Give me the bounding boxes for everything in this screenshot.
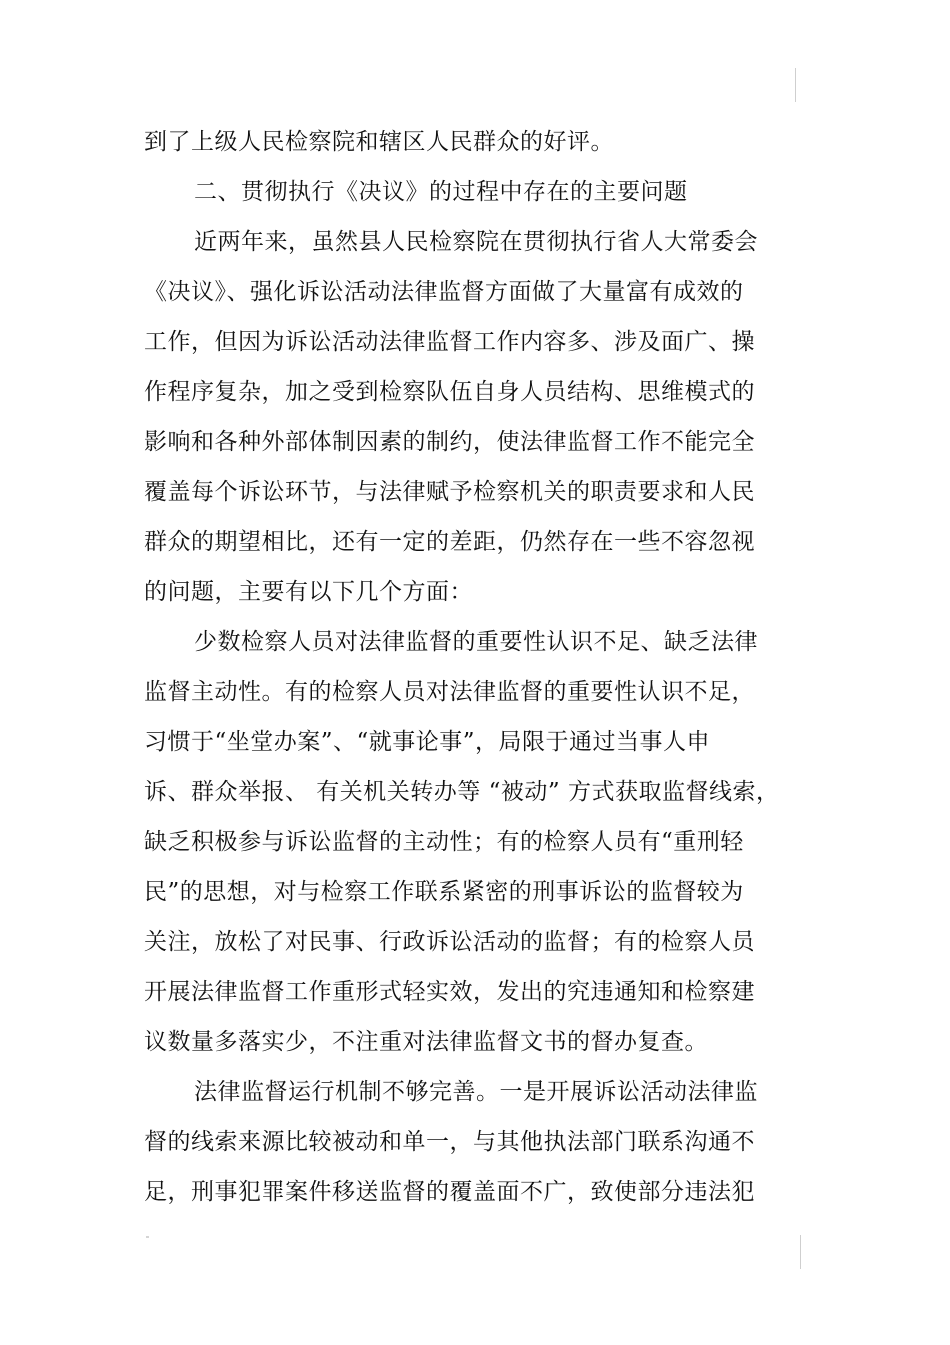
paragraph-line-1: 到了上级人民检察院和辖区人民群众的好评。 [144, 129, 614, 155]
paragraph-line-12: 监督主动性。有的检察人员对法律监督的重要性认识不足， [144, 679, 755, 705]
paragraph-line-21: 督的线索来源比较被动和单一，与其他执法部门联系沟通不 [144, 1129, 755, 1155]
paragraph-line-18: 开展法律监督工作重形式轻实效，发出的究违通知和检察建 [144, 979, 755, 1005]
paragraph-line-17: 关注，放松了对民事、行政诉讼活动的监督；有的检察人员 [144, 929, 755, 955]
paragraph-line-22: 足，刑事犯罪案件移送监督的覆盖面不广，致使部分违法犯 [144, 1179, 755, 1205]
paragraph-line-10: 的问题，主要有以下几个方面： [144, 579, 473, 605]
paragraph-line-15: 缺乏积极参与诉讼监督的主动性；有的检察人员有“重刑轻 [144, 829, 744, 855]
paragraph-line-9: 群众的期望相比，还有一定的差距，仍然存在一些不容忽视 [144, 529, 755, 555]
paragraph-line-3: 近两年来，虽然县人民检察院在贯彻执行省人大常委会 [194, 229, 758, 255]
paragraph-line-20: 法律监督运行机制不够完善。一是开展诉讼活动法律监 [194, 1079, 758, 1105]
paragraph-line-6: 作程序复杂，加之受到检察队伍自身人员结构、思维模式的 [144, 379, 755, 405]
page-edge-mark-bottom [800, 1235, 801, 1269]
paragraph-line-5: 工作，但因为诉讼活动法律监督工作内容多、涉及面广、操 [144, 329, 755, 355]
page-edge-mark-top [795, 68, 796, 102]
paragraph-line-11: 少数检察人员对法律监督的重要性认识不足、缺乏法律 [194, 629, 758, 655]
paragraph-line-19: 议数量多落实少，不注重对法律监督文书的督办复查。 [144, 1029, 708, 1055]
paragraph-line-13: 习惯于“坐堂办案”、“就事论事”，局限于通过当事人申 [144, 729, 711, 755]
paragraph-line-14: 诉、群众举报、 有关机关转办等 “被动” 方式获取监督线索， [144, 779, 780, 805]
paragraph-line-16: 民”的思想，对与检察工作联系紧密的刑事诉讼的监督较为 [144, 879, 744, 905]
paragraph-line-4: 《决议》、强化诉讼活动法律监督方面做了大量富有成效的 [144, 279, 744, 305]
section-heading: 二、贯彻执行《决议》的过程中存在的主要问题 [194, 179, 688, 205]
paragraph-line-7: 影响和各种外部体制因素的制约，使法律监督工作不能完全 [144, 429, 755, 455]
page-edge-mark-dot [146, 1236, 149, 1238]
paragraph-line-8: 覆盖每个诉讼环节，与法律赋予检察机关的职责要求和人民 [144, 479, 755, 505]
